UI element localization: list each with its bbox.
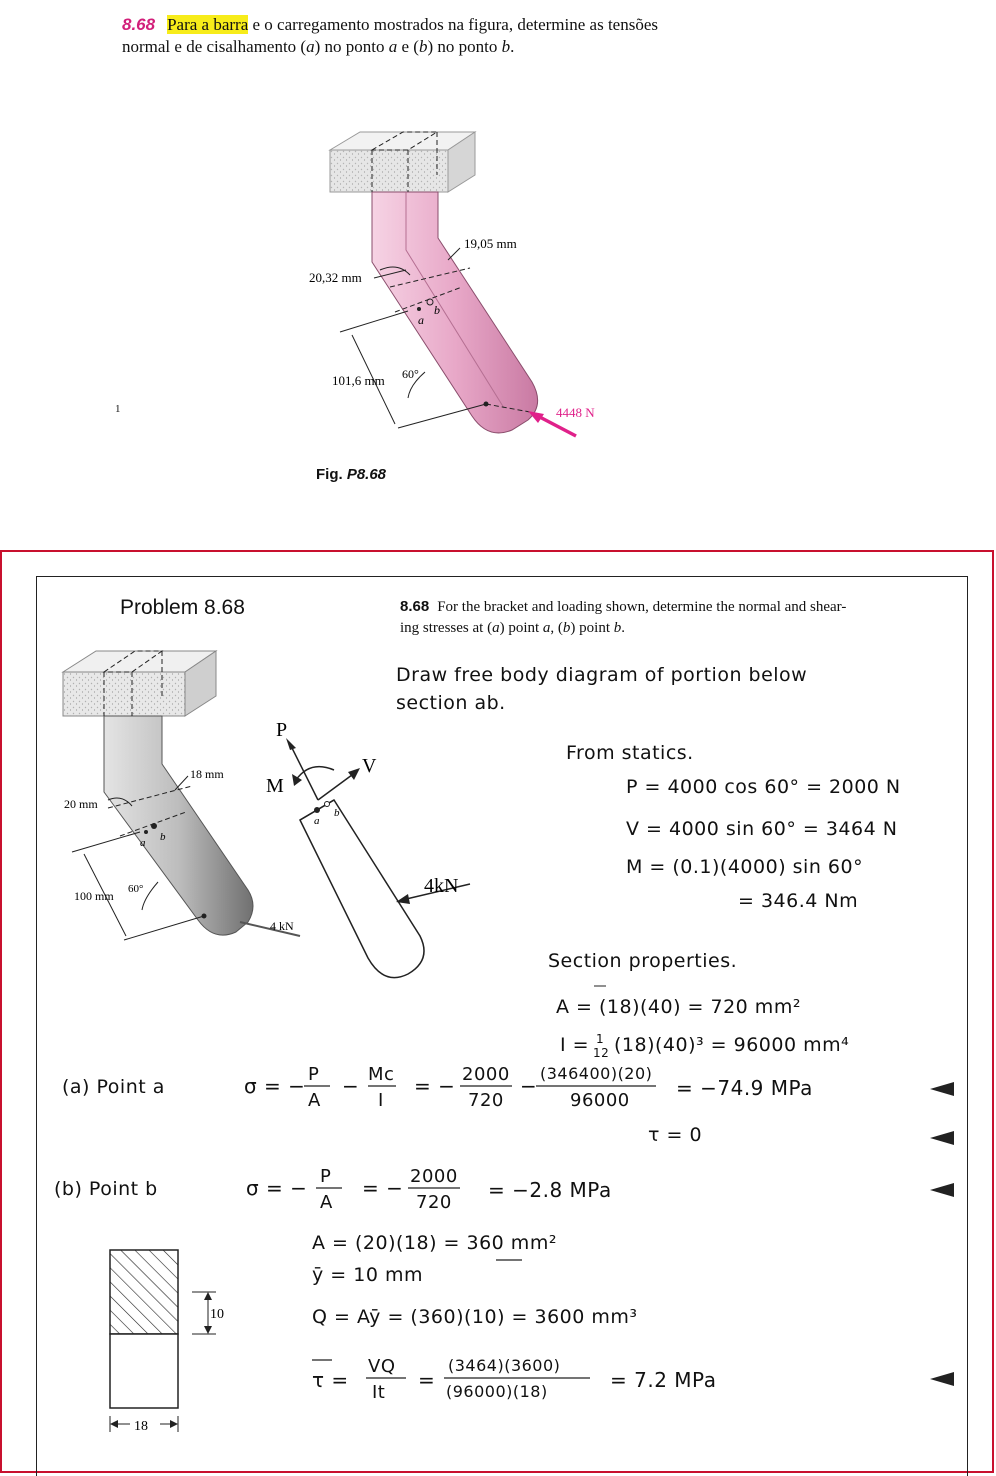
sigma-a-result: = −74.9 MPa	[676, 1076, 813, 1100]
header-text-2d: ) no ponto	[427, 37, 502, 56]
stray-mark: 1	[115, 403, 121, 415]
sigma-a-I: I	[378, 1090, 384, 1111]
tau-a: τ = 0	[648, 1124, 703, 1146]
fbd-b: b	[334, 807, 340, 819]
eq-I-den: 12	[593, 1046, 610, 1060]
sigma-b-result: = −2.8 MPa	[488, 1178, 612, 1202]
sketch-dim-10: 10	[210, 1307, 224, 1322]
eq-M1: M = (0.1)(4000) sin 60°	[626, 856, 864, 878]
eq-I-rhs: (18)(40)³ = 96000 mm⁴	[614, 1034, 850, 1056]
eq-I-num: 1	[596, 1032, 605, 1046]
part-b-label: (b) Point b	[54, 1178, 158, 1200]
statement-pb: b	[613, 620, 622, 636]
sol-point-a: a	[140, 837, 146, 849]
tau-b-VQ: VQ	[368, 1356, 396, 1377]
solution-title: Problem 8.68	[120, 596, 245, 619]
angle-label: 60°	[402, 367, 419, 381]
sigma-a-minus: −	[342, 1074, 360, 1098]
statement-2d: ) point	[570, 620, 614, 636]
tau-b-It: It	[372, 1382, 386, 1403]
fbd-M: M	[266, 775, 284, 797]
sigma-a-d2: 96000	[570, 1090, 630, 1111]
answer-marker-2	[930, 1131, 954, 1145]
answer-marker-4	[930, 1372, 954, 1386]
sol-angle: 60°	[128, 883, 144, 895]
tau-b-lhs: τ =	[312, 1368, 349, 1392]
sol-dim-length: 100 mm	[74, 889, 114, 903]
fbd-force: 4kN	[424, 875, 459, 897]
statement-number: 8.68	[400, 598, 430, 615]
sigma-b-n: 2000	[410, 1166, 458, 1187]
fbd-P: P	[276, 719, 288, 741]
fbd-V: V	[362, 755, 377, 777]
bracket-figure-top	[0, 0, 996, 550]
statement-pa: a	[542, 620, 551, 636]
intro-line-1: Draw free body diagram of portion below	[396, 664, 808, 686]
statement-a: a	[492, 620, 500, 636]
sketch-dim-18: 18	[134, 1419, 148, 1434]
eq-I-lhs: I =	[560, 1034, 590, 1056]
sigma-a-A: A	[308, 1090, 321, 1111]
answer-marker-1	[930, 1082, 954, 1096]
sigma-a-n2: (346400)(20)	[540, 1064, 653, 1083]
header-text-2b: ) no ponto	[314, 37, 389, 56]
sol-point-b: b	[160, 831, 166, 843]
dim-length-label: 101,6 mm	[332, 373, 385, 388]
label-a: a	[306, 37, 315, 56]
problem-number: 8.68	[122, 15, 156, 34]
sigma-a-n1: 2000	[462, 1064, 510, 1085]
sol-dim-thickness: 18 mm	[190, 767, 224, 781]
sigma-b-A: A	[320, 1192, 333, 1213]
sigma-a-d1: 720	[468, 1090, 504, 1111]
header-text-1: e o carregamento mostrados na figura, determine as tensões	[248, 15, 659, 34]
sol-force: 4 kN	[270, 919, 294, 933]
label-point-a: a	[388, 37, 398, 56]
caption-prefix: Fig.	[316, 466, 347, 483]
eq-M2: = 346.4 Nm	[738, 890, 859, 912]
statement-2c: , (	[550, 620, 563, 636]
header-text-2e: .	[510, 37, 515, 56]
sigma-b-P: P	[320, 1166, 332, 1187]
eq-ybar: ȳ = 10 mm	[312, 1264, 423, 1286]
statement-b: b	[562, 620, 571, 636]
sol-dim-width: 20 mm	[64, 797, 98, 811]
label-b: b	[418, 37, 428, 56]
tau-b-result: = 7.2 MPa	[610, 1368, 717, 1392]
fbd-a: a	[314, 815, 320, 827]
eq-A2: A = (20)(18) = 360 mm²	[312, 1232, 557, 1254]
eq-P: P = 4000 cos 60° = 2000 N	[626, 776, 901, 798]
sigma-a-Mc: Mc	[368, 1064, 395, 1085]
section-heading: Section properties.	[548, 950, 738, 972]
highlighted-text: Para a barra	[167, 15, 249, 34]
dim-thickness-label: 19,05 mm	[464, 236, 517, 251]
figure-caption	[316, 466, 386, 483]
intro-line-2: section ab.	[396, 692, 506, 714]
sigma-a-eq: = −	[414, 1074, 456, 1098]
answer-marker-3	[930, 1183, 954, 1197]
solution-figures	[0, 550, 996, 1475]
sigma-b-lhs: σ = −	[246, 1176, 308, 1200]
sigma-b-eq: = −	[362, 1176, 404, 1200]
tau-b-d: (96000)(18)	[446, 1382, 548, 1401]
dim-width-label: 20,32 mm	[309, 270, 362, 285]
statement-2e: .	[621, 620, 626, 636]
sigma-a-minus2: −	[520, 1074, 538, 1098]
sigma-a-P: P	[308, 1064, 320, 1085]
header-text-2c: e (	[397, 37, 419, 56]
part-a-label: (a) Point a	[62, 1076, 165, 1098]
caption-number: P8.68	[346, 466, 387, 483]
tau-b-n: (3464)(3600)	[448, 1356, 561, 1375]
label-point-b: b	[501, 37, 511, 56]
tau-b-eq: =	[418, 1368, 436, 1392]
eq-A: A = (18)(40) = 720 mm²	[556, 996, 801, 1018]
sigma-a-lhs: σ = −	[244, 1074, 306, 1098]
point-a-label: a	[418, 313, 424, 327]
eq-Q: Q = Aȳ = (360)(10) = 3600 mm³	[312, 1306, 638, 1328]
force-label: 4448 N	[556, 405, 595, 420]
eq-V: V = 4000 sin 60° = 3464 N	[626, 818, 898, 840]
sigma-b-d: 720	[416, 1192, 452, 1213]
statement-2a: ing stresses at (	[400, 620, 493, 636]
point-b-label: b	[434, 303, 440, 317]
header-text-2a: normal e de cisalhamento (	[122, 37, 307, 56]
statement-line-1: For the bracket and loading shown, determine the normal and shear-	[437, 599, 847, 615]
statement-2b: ) point	[499, 620, 543, 636]
statics-heading: From statics.	[566, 742, 694, 764]
